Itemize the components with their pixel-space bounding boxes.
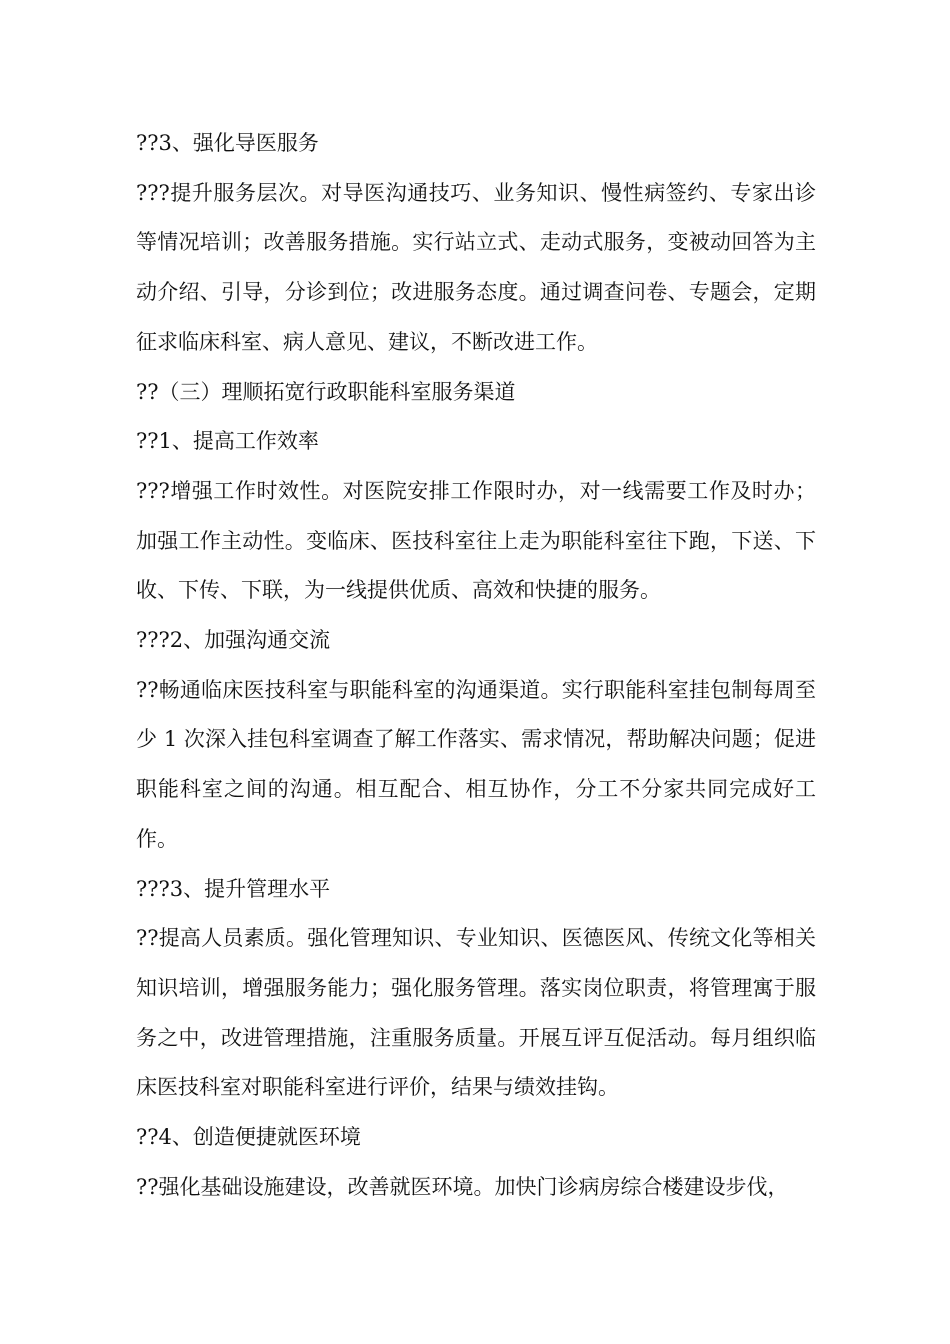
body-paragraph-management: ??提高人员素质。强化管理知识、专业知识、医德医风、传统文化等相关知识培训，增强服务能力；强化服务管理。落实岗位职责，将管理寓于服务之中，改进管理措施，注重服务质量。开展互评互促活动。每月组织临床医技科室对职能科室进行评价，结果与绩效挂钩。 [136,926,816,1100]
section-heading-admin-channels: ??（三）理顺拓宽行政职能科室服务渠道 [136,379,516,404]
section-heading-efficiency: ??1、提高工作效率 [136,429,319,454]
section-heading-environment: ??4、创造便捷就医环境 [136,1125,361,1150]
body-paragraph-communication: ??畅通临床医技科室与职能科室的沟通渠道。实行职能科室挂包制每周至少 1 次深入挂包科室调查了解工作落实、需求情况，帮助解决问题；促进职能科室之间的沟通。相互配合、相互协作，分工不分家共同完成好工作。 [136,677,816,851]
section-heading-guide-service: ??3、强化导医服务 [136,131,319,155]
document-body [136,119,816,1212]
section-heading-communication: ???2、加强沟通交流 [136,628,331,653]
body-paragraph-guide-service: ???提升服务层次。对导医沟通技巧、业务知识、慢性病签约、专家出诊等情况培训；改善服务措施。实行站立式、走动式服务，变被动回答为主动介绍、引导，分诊到位；改进服务态度。通过调查问卷、专题会，定期征求临床科室、病人意见、建议，不断改进工作。 [136,180,816,354]
body-paragraph-efficiency: ???增强工作时效性。对医院安排工作限时办，对一线需要工作及时办；加强工作主动性。变临床、医技科室往上走为职能科室往下跑，下送、下收、下传、下联，为一线提供优质、高效和快捷的服务。 [136,478,816,603]
body-paragraph-environment: ??强化基础设施建设，改善就医环境。加快门诊病房综合楼建设步伐， [136,1174,789,1199]
section-heading-management: ???3、提升管理水平 [136,876,331,901]
